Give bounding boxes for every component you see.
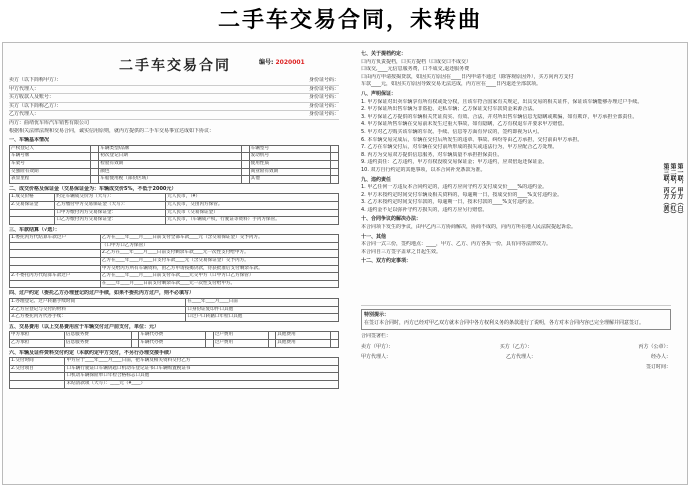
table-cell[interactable]: [330, 153, 338, 161]
table-row: [10, 365, 339, 373]
party-field: 身份证号码：: [308, 111, 339, 118]
table-cell: 乙方在____年____月____日支付车款____元（含交易保证金）交予丙方。: [100, 258, 338, 266]
serial-value: 2020001: [275, 59, 305, 66]
signature-block: [361, 333, 671, 371]
transfer-table: [9, 298, 339, 322]
section-2-title: 二、成交价格及保证金（交易保证金为：车辆成交价5%，不低于2000元）: [9, 185, 177, 192]
table-cell[interactable]: [330, 176, 338, 184]
clause-line: 2. 甲方未按约定时间交付车辆及相关资料的，每逾期一日，按成交价的____%支付违约金。: [361, 191, 563, 198]
table-cell[interactable]: [330, 160, 338, 168]
clause-line: 8. 丙方为交易双方提供信息服务，对车辆质量不承担担保责任。: [361, 151, 503, 158]
table-cell[interactable]: [10, 242, 101, 250]
signature-row: [361, 344, 671, 352]
party-field: 身份证号码：: [308, 77, 339, 83]
table-cell: 信息服务费: [64, 340, 131, 348]
table-cell: 2.交付项目: [10, 365, 65, 373]
fees-table: [9, 331, 339, 347]
table-row: [10, 153, 339, 161]
copy-label: 第三联，丙方（黄）: [662, 163, 669, 217]
table-row: [10, 380, 339, 388]
table-cell[interactable]: [10, 380, 65, 388]
clause-line: 口丙方负责提档，口买方提档（口成交口不成交）: [361, 58, 472, 65]
table-cell: 过户费用: [213, 340, 268, 348]
party-line[interactable]: [9, 77, 339, 86]
clause-line: 4. 违约金不足以弥补守约方损失的，违约方应另行赔偿。: [361, 206, 488, 213]
table-cell: 乙方在____年____月____日前支付车款____元交甲方（口甲方口乙方保管）: [100, 273, 338, 281]
table-cell: 车船使用税（部份区域）: [99, 176, 241, 184]
section-10-title: 十、合同争议的解决办法：: [361, 216, 422, 223]
table-row: [10, 299, 339, 307]
table-row: [10, 280, 339, 288]
table-row: [10, 250, 339, 258]
table-cell[interactable]: [131, 340, 139, 348]
preamble: 根据相关法律法规和交易合同，诚实信用原则，就丙方提供的二手车交易事宜达成如下协议：: [9, 127, 215, 134]
table-cell: 2.不委托丙方代结算车款过户: [10, 273, 101, 281]
table-cell[interactable]: [10, 280, 101, 288]
delivery-table: [9, 357, 339, 388]
signature-title: 合同签署栏：: [361, 333, 392, 340]
table-row: [10, 201, 339, 209]
table-cell: 口过户口转籍口年检口其他: [186, 314, 339, 322]
table-row: [10, 242, 339, 250]
clause-line: 本合同一式三份，签约地点：____，甲方、乙方、丙方各执一份，具有同等法律效力。: [361, 241, 552, 248]
special-notice: [361, 309, 671, 330]
table-cell[interactable]: [241, 153, 249, 161]
table-cell: 1.委托丙方代结算车款过户: [10, 235, 101, 243]
section-7-title: 七、关于提档约定：: [361, 51, 407, 57]
table-row: [10, 265, 339, 273]
section-3-title: 三、车款结算（√选）：: [9, 226, 60, 233]
table-cell: 车辆类型/品牌: [99, 145, 241, 153]
table-cell[interactable]: [91, 168, 99, 176]
table-cell: 3.乙方委托丙方代办手续：: [10, 314, 186, 322]
party-field: 乙方代理人：: [9, 111, 40, 118]
clause-line: 口成交,____元信息服务费，口不成交,退还服务费: [361, 66, 470, 73]
settlement-table: [9, 234, 339, 288]
table-cell: 2.乙方在____年____月____日前支付剩余车款____元一次性支付给甲方。: [100, 250, 338, 258]
table-cell: 口乙方缴付丙方交易保证金：: [55, 217, 166, 225]
table-cell[interactable]: [10, 250, 101, 258]
table-row: [10, 314, 339, 322]
table-cell: 乙方在____年____月____日前支付全部车款____元（含交易保证金）交予丙方。: [100, 235, 338, 243]
copy-labels: [662, 163, 683, 225]
table-cell: 其他费用: [276, 332, 331, 340]
table-cell: 元人民币（交易保证金）: [166, 209, 339, 217]
table-cell[interactable]: [10, 217, 55, 225]
table-row: [10, 194, 339, 202]
table-cell: 约定车辆成交价为（大写）：: [55, 194, 166, 202]
table-cell: 车辆型号: [249, 145, 330, 153]
section-8-title: 八、声明保证：: [361, 90, 397, 97]
table-cell[interactable]: [330, 145, 338, 153]
table-row: [10, 273, 339, 281]
table-cell: 口机动车辆保险单口年检合格标志口其他: [65, 373, 339, 381]
table-cell: 信息服务费: [64, 332, 131, 340]
clause-line: 车款____元，如因买方原因导致交易无法达成，丙方应在____日内退还全部款项。: [361, 81, 542, 88]
table-cell: 元人民币，（车辆成产权，行驶证等资料）手丙方保管。: [166, 217, 339, 225]
clause-line: 5. 甲方对乙方购买该车辆的车况、手续、信息等方面有异议的，签约即视为认可。: [361, 128, 543, 135]
price-deposit-table: [9, 193, 339, 224]
clause-line: 10. 双方自行约定的其他事项，以本合同补充条款为准。: [361, 166, 486, 173]
party-field: 买方收款人及账号：: [9, 94, 55, 101]
sign-date[interactable]: 签订时间：: [645, 364, 671, 370]
table-cell[interactable]: [241, 160, 249, 168]
section-11-title: 十一、其他: [361, 233, 387, 240]
copy-label: 第一联，甲方（白）: [676, 163, 683, 217]
section-9-title: 九、违约责任: [361, 176, 392, 183]
clause-line: 4. 甲方保证所售车辆在交易前未发生过重大事故，如有隐瞒，乙方有权退车并要求甲方赔偿。: [361, 121, 568, 128]
party-field: 甲方代理人：: [9, 85, 40, 92]
party-line[interactable]: [9, 86, 339, 95]
table-cell: （口甲方口乙方保管）: [100, 242, 338, 250]
contract-left-column: [9, 43, 339, 389]
notice-text: 在签订本合同时，丙方已经对甲乙双方就本合同中各方权利义务的条款进行了说明，各方对本合同内容已完全理解并同意签订。: [364, 319, 645, 326]
table-cell: 1.交付时间: [10, 358, 65, 366]
table-cell[interactable]: [268, 340, 276, 348]
table-cell[interactable]: [268, 332, 276, 340]
table-cell: 交强险有效期: [10, 168, 91, 176]
table-cell: 1.办理登记、过户转籍手续时间: [10, 299, 186, 307]
clause-line: 2. 甲方保证所出售车辆为非盗抢、走私车辆；乙方保证支付车款资金来源合法。: [361, 106, 538, 113]
signature-row: [361, 354, 671, 362]
table-cell: 2.交易保证金: [10, 201, 55, 209]
table-cell: 口车辆行驶证口车辆钥匙口机动车登记证书口车辆购置税证书: [65, 365, 339, 373]
copy-label: 第二联，乙方（红）: [669, 163, 676, 217]
table-cell: 初次登记日期: [99, 153, 241, 161]
table-row: [10, 160, 339, 168]
table-row: [10, 209, 339, 217]
table-cell: 元人民币，交由丙方保管。: [166, 201, 339, 209]
table-cell: 未结清款项（大写）：____元（¥____）: [65, 380, 339, 388]
table-cell: 甲方交给丙方所有车辆资料，由乙方申请按揭贷款，待获批准后支付剩余车款。: [100, 265, 338, 273]
table-row: [10, 217, 339, 225]
party-field: 卖方（以下简称甲方）：: [9, 77, 62, 83]
buyer-agent-signature[interactable]: 乙方代理人：: [505, 354, 536, 361]
party-line[interactable]: [9, 103, 339, 112]
table-cell: 颜色: [99, 168, 241, 176]
table-cell: 乙方承担: [10, 340, 65, 348]
table-cell[interactable]: [330, 168, 338, 176]
clause-line: 3. 乙方未按约定时间支付车款的，每逾期一日，按未付款的____%支付违约金。: [361, 199, 538, 206]
table-row: [10, 373, 339, 381]
table-cell: 车辆代办费: [139, 340, 206, 348]
table-cell[interactable]: [91, 176, 99, 184]
party-line[interactable]: [9, 94, 339, 103]
table-row: [10, 332, 339, 340]
serial-number: [259, 59, 305, 67]
section-5-title: 五、交易费用（以上交易费用应于车辆交付过户前支付，单位：元）: [9, 323, 160, 330]
serial-label: 编号:: [259, 59, 274, 66]
table-cell: 过户费用: [213, 332, 268, 340]
contract-right-column: [361, 49, 671, 372]
clause-line: 本合同项下发生的争议，由甲乙丙三方协商解决，协商不成的，向丙方所在地人民法院提起诉讼。: [361, 224, 577, 231]
contract-document: [2, 42, 688, 485]
page-banner: 二手车交易合同，未转曲: [217, 7, 482, 33]
table-row: [10, 145, 339, 153]
table-cell: 甲方应于____年____月____日前，把车辆及相关资料交付乙方: [65, 358, 339, 366]
table-row: [10, 258, 339, 266]
section-6-title: 六、车辆及证件资料交付约定（本款约定甲方交付，不另行办理交接手续）: [9, 349, 175, 356]
clause-line: 口由丙方申请按揭贷款，如因买方原因在____日内申请不通过（除客观原因外），买方向丙方支付: [361, 73, 574, 80]
table-row: [10, 235, 339, 243]
table-cell: 产权登记人: [10, 145, 91, 153]
section-1-title: 一、车辆基本情况: [9, 137, 50, 144]
agreement-blank-area[interactable]: [361, 266, 671, 306]
table-cell: 使用性质: [249, 160, 330, 168]
contract-title: 二手车交易合同: [119, 58, 231, 74]
party-line[interactable]: [9, 111, 339, 120]
table-cell: 口身份证复印件口其他: [186, 306, 339, 314]
parties-block: [9, 77, 339, 135]
seller-agent-signature[interactable]: 甲方代理人：: [361, 354, 392, 361]
table-cell[interactable]: [206, 340, 214, 348]
vehicle-info-table: [9, 145, 339, 184]
table-cell: 车架号: [10, 160, 91, 168]
table-cell[interactable]: [241, 168, 249, 176]
table-cell: 检验有效期: [99, 160, 241, 168]
table-cell: 乙方缴付甲方交易保证金（大写）：: [55, 201, 166, 209]
table-cell: 2.乙方应登记与交付的材料: [10, 306, 186, 314]
party-field: 身份证号码：: [308, 85, 339, 92]
table-cell[interactable]: [206, 332, 214, 340]
seller-signature[interactable]: 卖方（甲方）：: [361, 343, 394, 350]
party-field: 身份证号码：: [308, 94, 339, 101]
table-row: [10, 358, 339, 366]
table-cell[interactable]: [10, 258, 101, 266]
table-cell[interactable]: [331, 340, 339, 348]
table-cell[interactable]: [91, 153, 99, 161]
table-cell: 表显里程: [10, 176, 91, 184]
clause-line: 本合同自三方签字盖章之日起生效。: [361, 248, 442, 255]
clause-line: 9. 违约责任：乙方违约，甲方有权没收交易保证金；甲方违约，应双倍返还保证金。: [361, 159, 548, 166]
table-cell: 元人民币，（¥）: [166, 194, 339, 202]
table-cell[interactable]: [10, 373, 65, 381]
handler-signature[interactable]: 经办人：: [650, 354, 671, 361]
third-party: 丙方：曲靖优车库汽车销售有限公司: [9, 119, 90, 126]
table-cell[interactable]: [241, 145, 249, 153]
third-party-seal[interactable]: 丙方（公章）：: [638, 343, 671, 350]
table-cell[interactable]: [331, 332, 339, 340]
table-row: [10, 306, 339, 314]
notice-label: 特别提示：: [364, 312, 390, 319]
party-field: 身份证号码：: [308, 102, 339, 109]
table-cell: 商业险有效期: [249, 168, 330, 176]
party-field: 买方（以下简称乙方）：: [9, 102, 62, 109]
table-cell: 车辆代办费: [139, 332, 206, 340]
clause-line: 7. 乙方在车辆交付后，对车辆在交付前所形成的损失或违法行为，甲方应配合乙方处理。: [361, 144, 558, 151]
table-cell: 1.成交价格: [10, 194, 55, 202]
table-cell: 口甲方缴付丙方交易保证金：: [55, 209, 166, 217]
buyer-signature[interactable]: 买方（乙方）：: [499, 343, 533, 350]
table-cell[interactable]: [91, 145, 99, 153]
table-cell: 在____年____月____日前支付剩余车款____元一次性支付给甲方。: [100, 280, 338, 288]
table-cell: 甲方承担: [10, 332, 65, 340]
clause-line: 1. 甲方保证对出卖车辆享有所有权或处分权，且该车符合国家有关规定，出具交易的相关证件，保证该车辆能够办理过户手续。: [361, 98, 643, 105]
section-4-title: 四、过户约定（委托乙方办理登记的过户手续，如果不委托丙方过户，则不必填写）: [9, 290, 195, 297]
table-cell[interactable]: [10, 265, 101, 273]
table-cell[interactable]: [241, 176, 249, 184]
table-row: [10, 340, 339, 348]
table-cell[interactable]: [10, 209, 55, 217]
table-cell[interactable]: [131, 332, 139, 340]
table-cell: 其他: [249, 176, 330, 184]
table-row: [10, 168, 339, 176]
section-12-title: 十二、双方约定事项：: [361, 258, 412, 265]
table-cell: 其他费用: [276, 340, 331, 348]
clause-line: 6. 本车辆交易完成后，车辆在交付后所发生的违章、事故、纠纷等由乙方承担，交付前由甲方承担。: [361, 136, 583, 143]
clause-line: 1. 甲乙任何一方违反本合同约定的，违约方应向守约方支付成交价____%的违约金。: [361, 184, 548, 191]
table-cell: 发动机号: [249, 153, 330, 161]
table-cell: 在____年____月____日前: [186, 299, 339, 307]
clause-line: 3. 甲方保证乙方提供的车辆相关凭证真实、有效、合法，并对所出售车辆信息无隐瞒或欺骗，如有欺诈，甲方承担全部责任。: [361, 113, 638, 120]
table-cell: 车辆号牌: [10, 153, 91, 161]
table-row: [10, 176, 339, 184]
table-cell[interactable]: [91, 160, 99, 168]
